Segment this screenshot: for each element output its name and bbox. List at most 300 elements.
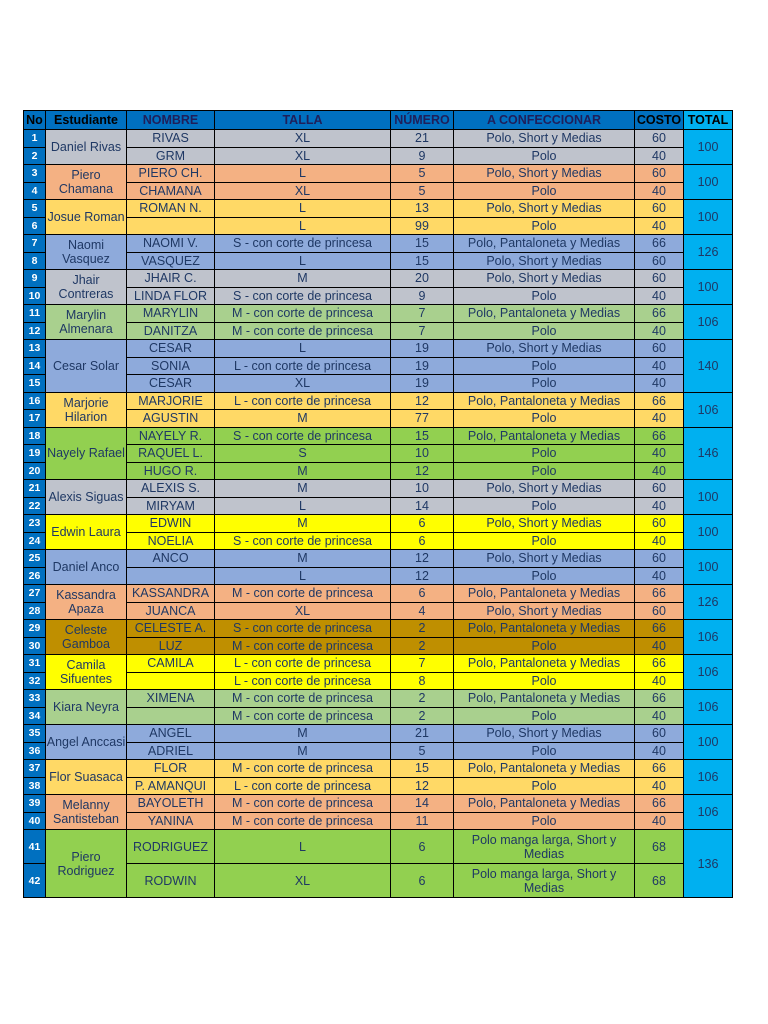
confeccionar-cell: Polo, Short y Medias	[454, 725, 635, 743]
numero-cell: 19	[391, 340, 454, 358]
talla-cell: S - con corte de princesa	[215, 235, 391, 253]
nombre-cell: ROMAN N.	[127, 200, 215, 218]
numero-cell: 15	[391, 427, 454, 445]
talla-cell: M	[215, 462, 391, 480]
numero-cell: 12	[391, 392, 454, 410]
numero-cell: 21	[391, 725, 454, 743]
row-number: 17	[24, 410, 46, 428]
row-number: 31	[24, 655, 46, 673]
confeccionar-cell: Polo	[454, 672, 635, 690]
confeccionar-cell: Polo	[454, 532, 635, 550]
talla-cell: S - con corte de princesa	[215, 532, 391, 550]
costo-cell: 68	[635, 864, 684, 898]
nombre-cell: ANCO	[127, 550, 215, 568]
confeccionar-cell: Polo, Short y Medias	[454, 550, 635, 568]
numero-cell: 15	[391, 235, 454, 253]
total-cell: 100	[684, 480, 733, 515]
costo-cell: 40	[635, 410, 684, 428]
nombre-cell: AGUSTIN	[127, 410, 215, 428]
costo-cell: 40	[635, 375, 684, 393]
costo-cell: 66	[635, 620, 684, 638]
table-row	[24, 200, 733, 218]
talla-cell: M - con corte de princesa	[215, 812, 391, 830]
row-number: 5	[24, 200, 46, 218]
total-cell: 106	[684, 655, 733, 690]
total-cell: 126	[684, 585, 733, 620]
nombre-cell: ADRIEL	[127, 742, 215, 760]
header-no: No	[24, 111, 46, 130]
talla-cell: XL	[215, 375, 391, 393]
estudiante-cell: Daniel Anco	[46, 550, 127, 585]
nombre-cell: CELESTE A.	[127, 620, 215, 638]
nombre-cell: P. AMANQUI	[127, 777, 215, 795]
costo-cell: 66	[635, 235, 684, 253]
row-number: 37	[24, 760, 46, 778]
header-estudiante: Estudiante	[46, 111, 127, 130]
row-number: 30	[24, 637, 46, 655]
talla-cell: L - con corte de princesa	[215, 672, 391, 690]
table-row	[24, 147, 733, 165]
numero-cell: 19	[391, 375, 454, 393]
confeccionar-cell: Polo, Short y Medias	[454, 602, 635, 620]
header-total: TOTAL	[684, 111, 733, 130]
nombre-cell	[127, 217, 215, 235]
table-row	[24, 480, 733, 498]
numero-cell: 12	[391, 550, 454, 568]
table-row	[24, 812, 733, 830]
total-cell: 100	[684, 165, 733, 200]
confeccionar-cell: Polo, Short y Medias	[454, 515, 635, 533]
confeccionar-cell: Polo	[454, 147, 635, 165]
header-nombre: NOMBRE	[127, 111, 215, 130]
costo-cell: 66	[635, 690, 684, 708]
numero-cell: 15	[391, 760, 454, 778]
nombre-cell: CESAR	[127, 340, 215, 358]
table-row	[24, 497, 733, 515]
talla-cell: M	[215, 515, 391, 533]
table-row	[24, 235, 733, 253]
costo-cell: 40	[635, 287, 684, 305]
numero-cell: 15	[391, 252, 454, 270]
table-row	[24, 305, 733, 323]
estudiante-cell: Piero Chamana	[46, 165, 127, 200]
costo-cell: 60	[635, 725, 684, 743]
row-number: 10	[24, 287, 46, 305]
confeccionar-cell: Polo, Short y Medias	[454, 165, 635, 183]
numero-cell: 9	[391, 147, 454, 165]
nombre-cell: CESAR	[127, 375, 215, 393]
confeccionar-cell: Polo	[454, 287, 635, 305]
total-cell: 106	[684, 305, 733, 340]
numero-cell: 6	[391, 864, 454, 898]
row-number: 38	[24, 777, 46, 795]
numero-cell: 12	[391, 777, 454, 795]
talla-cell: M - con corte de princesa	[215, 760, 391, 778]
confeccionar-cell: Polo	[454, 445, 635, 463]
row-number: 7	[24, 235, 46, 253]
talla-cell: M - con corte de princesa	[215, 795, 391, 813]
table-row	[24, 410, 733, 428]
costo-cell: 68	[635, 830, 684, 864]
nombre-cell	[127, 567, 215, 585]
talla-cell: S - con corte de princesa	[215, 620, 391, 638]
table-row	[24, 270, 733, 288]
numero-cell: 20	[391, 270, 454, 288]
total-cell: 100	[684, 725, 733, 760]
nombre-cell: GRM	[127, 147, 215, 165]
numero-cell: 2	[391, 620, 454, 638]
confeccionar-cell: Polo	[454, 182, 635, 200]
table-row	[24, 287, 733, 305]
estudiante-cell: Edwin Laura	[46, 515, 127, 550]
costo-cell: 40	[635, 182, 684, 200]
total-cell: 136	[684, 830, 733, 898]
table-row	[24, 532, 733, 550]
nombre-cell: DANITZA	[127, 322, 215, 340]
confeccionar-cell: Polo	[454, 322, 635, 340]
costo-cell: 40	[635, 322, 684, 340]
talla-cell: M - con corte de princesa	[215, 305, 391, 323]
row-number: 42	[24, 864, 46, 898]
confeccionar-cell: Polo	[454, 357, 635, 375]
confeccionar-cell: Polo, Pantaloneta y Medias	[454, 795, 635, 813]
table-row	[24, 515, 733, 533]
table-row	[24, 830, 733, 864]
row-number: 34	[24, 707, 46, 725]
costo-cell: 40	[635, 357, 684, 375]
table-row	[24, 340, 733, 358]
estudiante-cell: Josue Roman	[46, 200, 127, 235]
costo-cell: 40	[635, 497, 684, 515]
nombre-cell: MIRYAM	[127, 497, 215, 515]
confeccionar-cell: Polo	[454, 375, 635, 393]
confeccionar-cell: Polo	[454, 462, 635, 480]
estudiante-cell: Cesar Solar	[46, 340, 127, 393]
estudiante-cell: Alexis Siguas	[46, 480, 127, 515]
costo-cell: 40	[635, 532, 684, 550]
talla-cell: XL	[215, 147, 391, 165]
table-row	[24, 182, 733, 200]
numero-cell: 14	[391, 497, 454, 515]
confeccionar-cell: Polo, Pantaloneta y Medias	[454, 305, 635, 323]
costo-cell: 66	[635, 585, 684, 603]
numero-cell: 12	[391, 462, 454, 480]
nombre-cell: RODWIN	[127, 864, 215, 898]
costo-cell: 40	[635, 777, 684, 795]
nombre-cell	[127, 672, 215, 690]
confeccionar-cell: Polo	[454, 742, 635, 760]
costo-cell: 60	[635, 480, 684, 498]
total-cell: 106	[684, 690, 733, 725]
talla-cell: M	[215, 270, 391, 288]
estudiante-cell: Kiara Neyra	[46, 690, 127, 725]
estudiante-cell: Celeste Gamboa	[46, 620, 127, 655]
numero-cell: 6	[391, 515, 454, 533]
row-number: 14	[24, 357, 46, 375]
numero-cell: 6	[391, 532, 454, 550]
table-row	[24, 130, 733, 148]
row-number: 27	[24, 585, 46, 603]
confeccionar-cell: Polo, Pantaloneta y Medias	[454, 760, 635, 778]
talla-cell: L - con corte de princesa	[215, 777, 391, 795]
row-number: 21	[24, 480, 46, 498]
table-row	[24, 252, 733, 270]
costo-cell: 66	[635, 795, 684, 813]
nombre-cell: YANINA	[127, 812, 215, 830]
nombre-cell: NAOMI V.	[127, 235, 215, 253]
numero-cell: 5	[391, 742, 454, 760]
confeccionar-cell: Polo, Short y Medias	[454, 270, 635, 288]
nombre-cell: XIMENA	[127, 690, 215, 708]
estudiante-cell: Daniel Rivas	[46, 130, 127, 165]
nombre-cell: FLOR	[127, 760, 215, 778]
confeccionar-cell: Polo, Pantaloneta y Medias	[454, 585, 635, 603]
numero-cell: 4	[391, 602, 454, 620]
row-number: 39	[24, 795, 46, 813]
numero-cell: 10	[391, 480, 454, 498]
confeccionar-cell: Polo	[454, 707, 635, 725]
row-number: 16	[24, 392, 46, 410]
nombre-cell: CHAMANA	[127, 182, 215, 200]
nombre-cell: BAYOLETH	[127, 795, 215, 813]
estudiante-cell: Marjorie Hilarion	[46, 392, 127, 427]
talla-cell: S - con corte de princesa	[215, 287, 391, 305]
row-number: 25	[24, 550, 46, 568]
row-number: 1	[24, 130, 46, 148]
numero-cell: 10	[391, 445, 454, 463]
numero-cell: 7	[391, 305, 454, 323]
talla-cell: M - con corte de princesa	[215, 585, 391, 603]
table-row	[24, 392, 733, 410]
costo-cell: 40	[635, 742, 684, 760]
total-cell: 146	[684, 427, 733, 480]
estudiante-cell: Piero Rodriguez	[46, 830, 127, 898]
table-row	[24, 602, 733, 620]
numero-cell: 11	[391, 812, 454, 830]
row-number: 12	[24, 322, 46, 340]
row-number: 23	[24, 515, 46, 533]
talla-cell: L	[215, 830, 391, 864]
costo-cell: 60	[635, 165, 684, 183]
estudiante-cell: Melanny Santisteban	[46, 795, 127, 830]
talla-cell: L	[215, 497, 391, 515]
numero-cell: 7	[391, 322, 454, 340]
nombre-cell: NOELIA	[127, 532, 215, 550]
confeccionar-cell: Polo, Pantaloneta y Medias	[454, 655, 635, 673]
estudiante-cell: Naomi Vasquez	[46, 235, 127, 270]
numero-cell: 8	[391, 672, 454, 690]
total-cell: 106	[684, 620, 733, 655]
table-row	[24, 742, 733, 760]
talla-cell: L	[215, 252, 391, 270]
table-row	[24, 585, 733, 603]
costo-cell: 40	[635, 445, 684, 463]
numero-cell: 5	[391, 182, 454, 200]
header-talla: TALLA	[215, 111, 391, 130]
costo-cell: 60	[635, 340, 684, 358]
confeccionar-cell: Polo, Pantaloneta y Medias	[454, 427, 635, 445]
talla-cell: M	[215, 410, 391, 428]
estudiante-cell: Flor Suasaca	[46, 760, 127, 795]
talla-cell: L	[215, 200, 391, 218]
confeccionar-cell: Polo, Short y Medias	[454, 130, 635, 148]
nombre-cell: EDWIN	[127, 515, 215, 533]
row-number: 36	[24, 742, 46, 760]
estudiante-cell: Marylin Almenara	[46, 305, 127, 340]
costo-cell: 60	[635, 130, 684, 148]
table-row	[24, 864, 733, 898]
numero-cell: 77	[391, 410, 454, 428]
table-row	[24, 462, 733, 480]
costo-cell: 40	[635, 147, 684, 165]
estudiante-cell: Kassandra Apaza	[46, 585, 127, 620]
talla-cell: L	[215, 165, 391, 183]
header-a-confeccionar: A CONFECCIONAR	[454, 111, 635, 130]
costo-cell: 60	[635, 515, 684, 533]
header-numero: NÚMERO	[391, 111, 454, 130]
table-row	[24, 690, 733, 708]
confeccionar-cell: Polo, Short y Medias	[454, 480, 635, 498]
talla-cell: L - con corte de princesa	[215, 357, 391, 375]
confeccionar-cell: Polo	[454, 410, 635, 428]
talla-cell: S - con corte de princesa	[215, 427, 391, 445]
numero-cell: 2	[391, 707, 454, 725]
costo-cell: 40	[635, 462, 684, 480]
confeccionar-cell: Polo	[454, 777, 635, 795]
costo-cell: 66	[635, 655, 684, 673]
row-number: 3	[24, 165, 46, 183]
nombre-cell: ANGEL	[127, 725, 215, 743]
table-row	[24, 445, 733, 463]
confeccionar-cell: Polo, Pantaloneta y Medias	[454, 620, 635, 638]
nombre-cell: NAYELY R.	[127, 427, 215, 445]
costo-cell: 60	[635, 270, 684, 288]
table-row	[24, 357, 733, 375]
talla-cell: M - con corte de princesa	[215, 637, 391, 655]
costo-cell: 40	[635, 672, 684, 690]
numero-cell: 99	[391, 217, 454, 235]
table-row	[24, 672, 733, 690]
nombre-cell: MARYLIN	[127, 305, 215, 323]
costo-cell: 40	[635, 707, 684, 725]
estudiante-cell: Jhair Contreras	[46, 270, 127, 305]
numero-cell: 6	[391, 830, 454, 864]
row-number: 41	[24, 830, 46, 864]
header-row	[24, 111, 733, 130]
table-body	[24, 130, 733, 898]
talla-cell: XL	[215, 130, 391, 148]
numero-cell: 7	[391, 655, 454, 673]
total-cell: 100	[684, 550, 733, 585]
row-number: 11	[24, 305, 46, 323]
nombre-cell: RODRIGUEZ	[127, 830, 215, 864]
table-row	[24, 567, 733, 585]
table-row	[24, 322, 733, 340]
numero-cell: 2	[391, 637, 454, 655]
estudiante-cell: Camila Sifuentes	[46, 655, 127, 690]
table-row	[24, 620, 733, 638]
row-number: 15	[24, 375, 46, 393]
talla-cell: L - con corte de princesa	[215, 392, 391, 410]
talla-cell: M - con corte de princesa	[215, 690, 391, 708]
confeccionar-cell: Polo, Short y Medias	[454, 340, 635, 358]
table-row	[24, 725, 733, 743]
uniform-orders-table	[23, 110, 733, 898]
numero-cell: 21	[391, 130, 454, 148]
row-number: 24	[24, 532, 46, 550]
table-row	[24, 375, 733, 393]
table-row	[24, 760, 733, 778]
total-cell: 140	[684, 340, 733, 393]
nombre-cell: ALEXIS S.	[127, 480, 215, 498]
estudiante-cell: Nayely Rafael	[46, 427, 127, 480]
table-row	[24, 795, 733, 813]
nombre-cell: LUZ	[127, 637, 215, 655]
row-number: 26	[24, 567, 46, 585]
talla-cell: L	[215, 567, 391, 585]
table-row	[24, 550, 733, 568]
talla-cell: M - con corte de princesa	[215, 322, 391, 340]
total-cell: 100	[684, 200, 733, 235]
table-row	[24, 217, 733, 235]
talla-cell: M	[215, 480, 391, 498]
row-number: 40	[24, 812, 46, 830]
row-number: 29	[24, 620, 46, 638]
confeccionar-cell: Polo	[454, 217, 635, 235]
confeccionar-cell: Polo	[454, 567, 635, 585]
numero-cell: 5	[391, 165, 454, 183]
nombre-cell: LINDA FLOR	[127, 287, 215, 305]
row-number: 4	[24, 182, 46, 200]
total-cell: 106	[684, 795, 733, 830]
costo-cell: 66	[635, 392, 684, 410]
row-number: 22	[24, 497, 46, 515]
nombre-cell: MARJORIE	[127, 392, 215, 410]
numero-cell: 19	[391, 357, 454, 375]
total-cell: 126	[684, 235, 733, 270]
talla-cell: XL	[215, 182, 391, 200]
confeccionar-cell: Polo, Short y Medias	[454, 252, 635, 270]
row-number: 2	[24, 147, 46, 165]
numero-cell: 2	[391, 690, 454, 708]
nombre-cell: SONIA	[127, 357, 215, 375]
talla-cell: M	[215, 725, 391, 743]
costo-cell: 40	[635, 217, 684, 235]
talla-cell: L	[215, 340, 391, 358]
row-number: 18	[24, 427, 46, 445]
talla-cell: XL	[215, 864, 391, 898]
confeccionar-cell: Polo manga larga, Short y Medias	[454, 864, 635, 898]
table-row	[24, 637, 733, 655]
nombre-cell: HUGO R.	[127, 462, 215, 480]
costo-cell: 60	[635, 550, 684, 568]
table-row	[24, 427, 733, 445]
row-number: 35	[24, 725, 46, 743]
header-costo: COSTO	[635, 111, 684, 130]
talla-cell: M - con corte de princesa	[215, 707, 391, 725]
total-cell: 100	[684, 270, 733, 305]
costo-cell: 60	[635, 602, 684, 620]
row-number: 28	[24, 602, 46, 620]
total-cell: 100	[684, 130, 733, 165]
total-cell: 106	[684, 392, 733, 427]
numero-cell: 13	[391, 200, 454, 218]
nombre-cell: KASSANDRA	[127, 585, 215, 603]
confeccionar-cell: Polo, Short y Medias	[454, 200, 635, 218]
costo-cell: 60	[635, 200, 684, 218]
table-row	[24, 777, 733, 795]
confeccionar-cell: Polo	[454, 637, 635, 655]
